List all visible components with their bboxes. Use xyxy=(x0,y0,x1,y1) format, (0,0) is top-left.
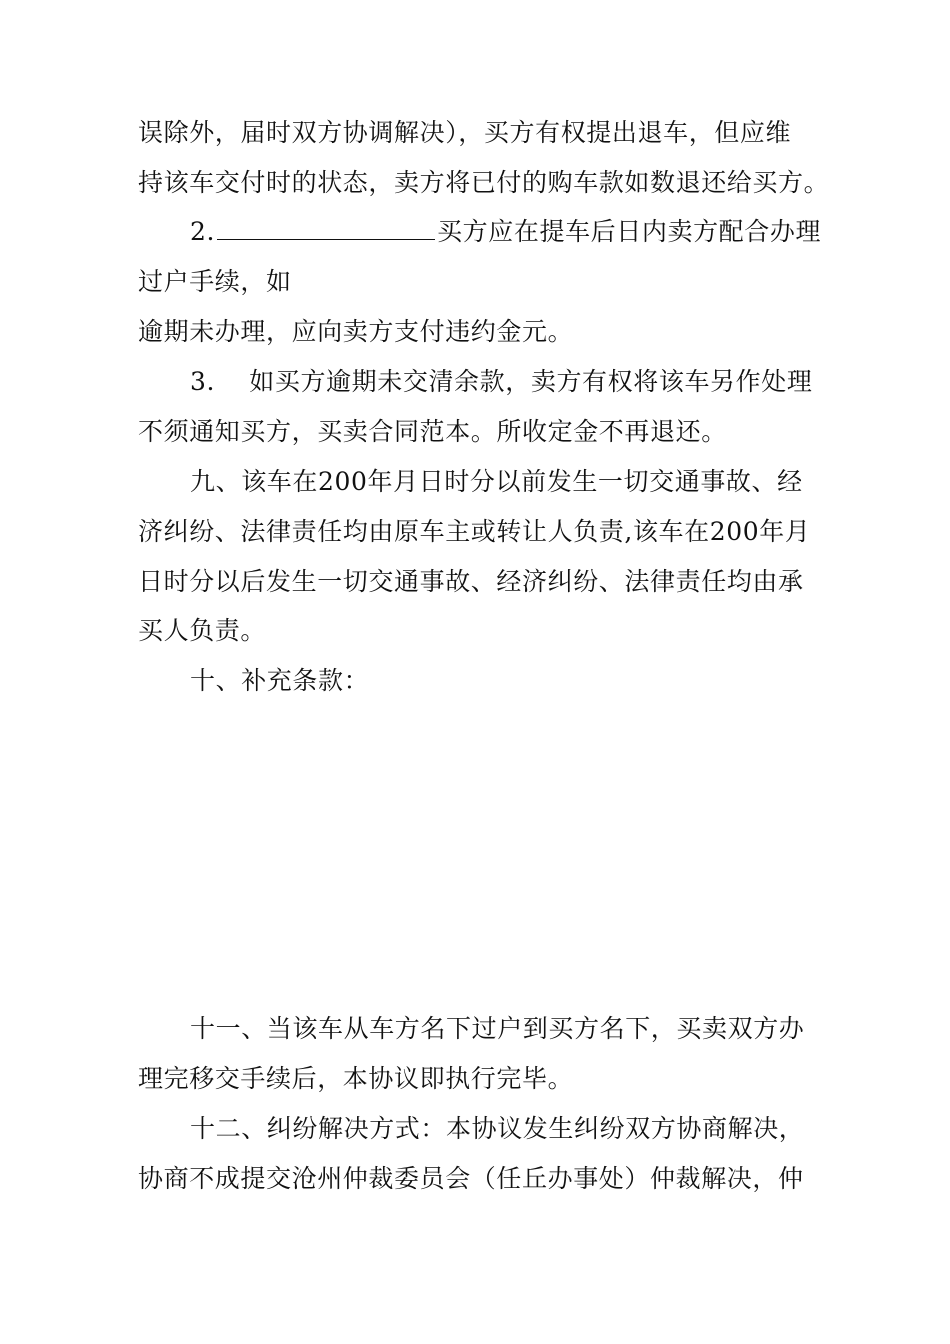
blank-underline xyxy=(217,217,435,240)
paragraph-line: 协商不成提交沧州仲裁委员会（任丘办事处）仲裁解决，仲 xyxy=(138,1164,804,1193)
paragraph-line: 误除外，届时双方协调解决），买方有权提出退车，但应维 xyxy=(138,118,792,147)
paragraph-line: 买人负责。 xyxy=(138,616,267,645)
clause-text: 买方应在提车后日内卖方配合办理 xyxy=(437,217,822,246)
paragraph-line: 不须通知买方，买卖合同范本。所收定金不再退还。 xyxy=(138,417,727,446)
paragraph-line: 理完移交手续后，本协议即执行完毕。 xyxy=(138,1064,574,1093)
paragraph-line: 逾期未办理，应向卖方支付违约金元。 xyxy=(138,317,574,346)
paragraph-line: 日时分以后发生一切交通事故、经济纠纷、法律责任均由承 xyxy=(138,567,804,596)
paragraph-line: 持该车交付时的状态，卖方将已付的购车款如数退还给买方。 xyxy=(138,168,830,197)
article-10-heading: 十、补充条款： xyxy=(190,666,370,695)
clause-3-line: 3. 如买方逾期未交清余款，卖方有权将该车另作处理 xyxy=(190,367,813,396)
paragraph-line: 过户手续，如 xyxy=(138,267,292,296)
clause-number: 2. xyxy=(190,217,216,246)
article-9-heading-line: 九、该车在200年月日时分以前发生一切交通事故、经 xyxy=(190,467,803,496)
clause-2-line xyxy=(190,217,821,247)
paragraph-line: 济纠纷、法律责任均由原车主或转让人负责,该车在200年月 xyxy=(138,517,811,546)
article-12-heading-line: 十二、纠纷解决方式：本协议发生纠纷双方协商解决， xyxy=(190,1114,805,1143)
article-11-heading-line: 十一、当该车从车方名下过户到买方名下，买卖双方办 xyxy=(190,1014,805,1043)
